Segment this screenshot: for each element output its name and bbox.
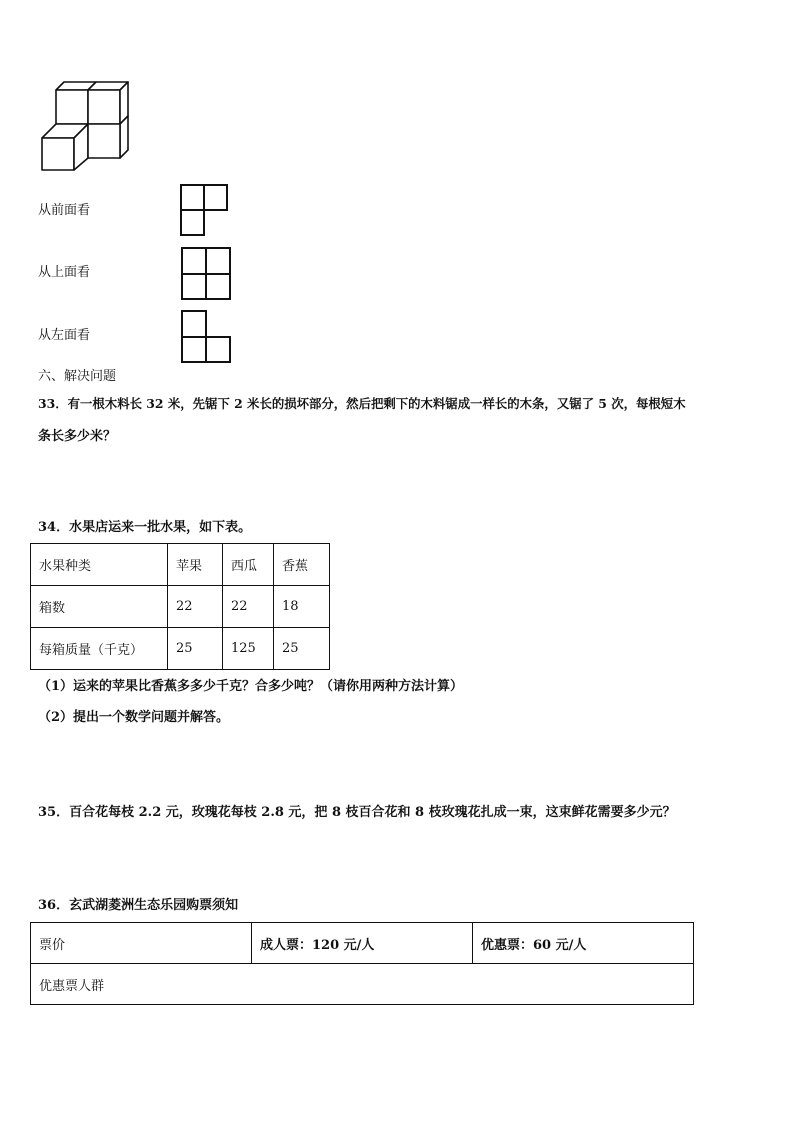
q33-line2: 条长多少米？ xyxy=(38,429,117,444)
ticket-table xyxy=(30,922,694,1005)
table-cell: 西瓜 xyxy=(223,544,274,586)
fruit-table xyxy=(30,543,330,670)
table-cell: 优惠票：60 元/人 xyxy=(473,923,694,964)
front-view-grid xyxy=(180,183,230,239)
q34-sub1: （1）运来的苹果比香蕉多多少千克？合多少吨？（请你用两种方法计算） xyxy=(38,679,464,694)
table-row xyxy=(31,964,694,1005)
table-cell: 22 xyxy=(223,586,274,628)
q34-intro: 34．水果店运来一批水果，如下表。 xyxy=(38,520,252,535)
table-cell: 22 xyxy=(168,586,223,628)
table-cell: 25 xyxy=(274,628,330,670)
table-row xyxy=(31,923,694,964)
table-cell: 箱数 xyxy=(31,586,168,628)
section-heading: 六、解决问题 xyxy=(38,369,117,384)
table-row xyxy=(31,544,330,586)
front-view-label: 从前面看 xyxy=(38,203,91,218)
table-cell: 票价 xyxy=(31,923,252,964)
left-view-label: 从左面看 xyxy=(38,328,91,343)
table-cell: 18 xyxy=(274,586,330,628)
table-cell: 优惠票人群 xyxy=(31,964,694,1005)
table-row xyxy=(31,628,330,670)
table-row xyxy=(31,586,330,628)
table-cell: 水果种类 xyxy=(31,544,168,586)
left-view-grid xyxy=(180,309,232,365)
table-cell: 125 xyxy=(223,628,274,670)
q35-text: 35．百合花每枝 2.2 元，玫瑰花每枝 2.8 元，把 8 枝百合花和 8 枝玫瑰花扎成一束，这束鲜花需要多少元？ xyxy=(38,805,676,820)
top-view-grid xyxy=(180,246,232,302)
q36-title: 36．玄武湖菱洲生态乐园购票须知 xyxy=(38,898,239,913)
table-cell: 苹果 xyxy=(168,544,223,586)
table-cell: 25 xyxy=(168,628,223,670)
table-cell: 成人票：120 元/人 xyxy=(252,923,473,964)
table-cell: 香蕉 xyxy=(274,544,330,586)
q33-line1: 33．有一根木料长 32 米，先锯下 2 米长的损坏部分，然后把剩下的木料锯成一样长的木条，又锯了 5 次，每根短木 xyxy=(38,396,686,411)
top-view-label: 从上面看 xyxy=(38,265,91,280)
cube-figure xyxy=(38,80,134,174)
table-cell: 每箱质量（千克） xyxy=(31,628,168,670)
q34-sub2: （2）提出一个数学问题并解答。 xyxy=(38,710,230,725)
